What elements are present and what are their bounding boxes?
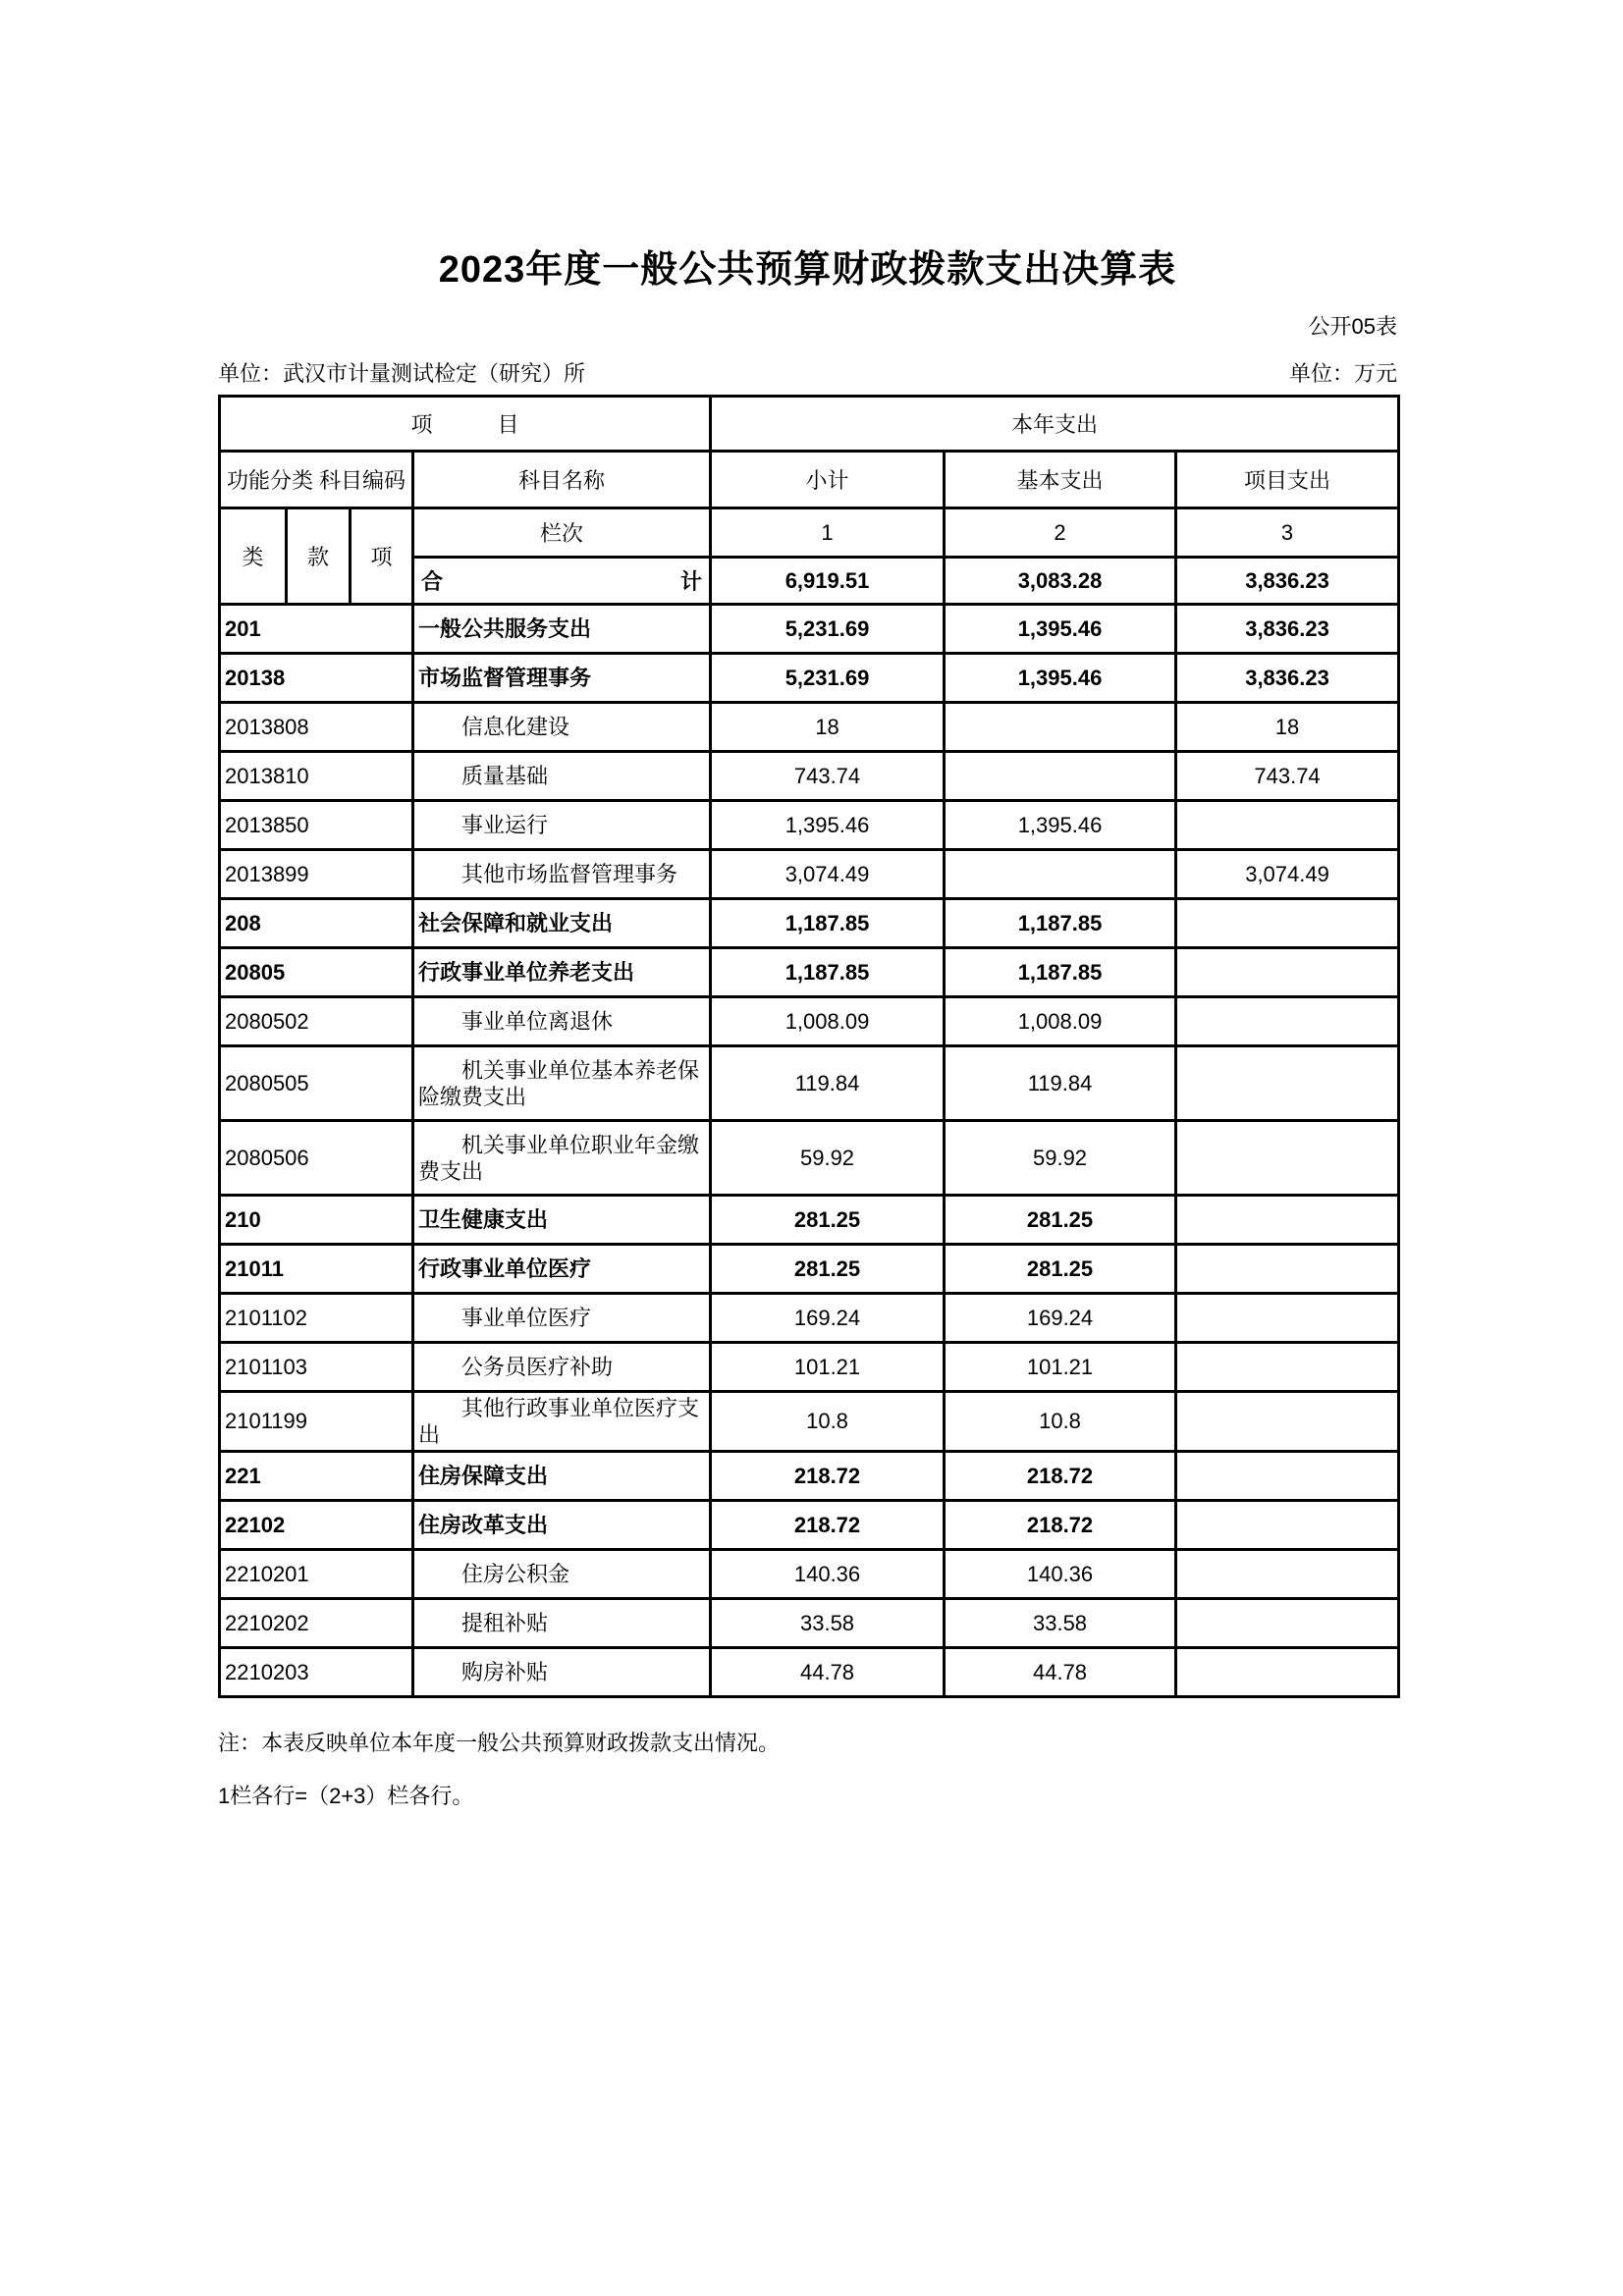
table-row [220, 1392, 1399, 1452]
row-subtotal: 101.21 [711, 1343, 945, 1392]
row-project: 3,836.23 [1176, 605, 1399, 654]
document-page [218, 0, 1397, 1810]
row-basic: 1,395.46 [945, 654, 1176, 703]
total-label-right: 计 [680, 569, 703, 594]
budget-table-body [220, 397, 1399, 1697]
row-name: 提租补贴 [413, 1599, 711, 1648]
row-project [1176, 899, 1399, 948]
table-row [220, 997, 1399, 1046]
row-basic [945, 850, 1176, 899]
row-project [1176, 948, 1399, 997]
row-basic: 101.21 [945, 1343, 1176, 1392]
table-row [220, 654, 1399, 703]
table-row [220, 1196, 1399, 1245]
row-project [1176, 1046, 1399, 1121]
row-project [1176, 801, 1399, 850]
row-basic [945, 752, 1176, 801]
row-project [1176, 997, 1399, 1046]
row-name: 购房补贴 [413, 1648, 711, 1697]
row-code: 2080506 [220, 1121, 413, 1196]
form-tag: 公开05表 [1308, 314, 1397, 339]
row-code: 21011 [220, 1245, 413, 1294]
table-row [220, 1294, 1399, 1343]
row-name: 市场监督管理事务 [413, 654, 711, 703]
row-subtotal: 44.78 [711, 1648, 945, 1697]
row-name: 机关事业单位职业年金缴费支出 [413, 1121, 711, 1196]
row-subtotal: 10.8 [711, 1392, 945, 1452]
row-code: 2101103 [220, 1343, 413, 1392]
table-row [220, 850, 1399, 899]
row-basic: 281.25 [945, 1196, 1176, 1245]
row-project [1176, 1452, 1399, 1501]
footnote-2: 1栏各行=（2+3）栏各行。 [218, 1784, 474, 1808]
row-basic: 140.36 [945, 1550, 1176, 1599]
row-code: 2210203 [220, 1648, 413, 1697]
row-basic: 169.24 [945, 1294, 1176, 1343]
row-subtotal: 3,074.49 [711, 850, 945, 899]
row-code: 2101199 [220, 1392, 413, 1452]
header-row-labels [220, 452, 1399, 508]
col-header-section: 款 [287, 508, 351, 605]
row-name: 行政事业单位医疗 [413, 1245, 711, 1294]
row-code: 208 [220, 899, 413, 948]
row-basic: 59.92 [945, 1121, 1176, 1196]
row-basic: 10.8 [945, 1392, 1176, 1452]
row-code: 20805 [220, 948, 413, 997]
row-basic: 44.78 [945, 1648, 1176, 1697]
row-project [1176, 1550, 1399, 1599]
row-name: 事业单位医疗 [413, 1294, 711, 1343]
row-project [1176, 1501, 1399, 1550]
col-header-item: 项 [351, 508, 413, 605]
table-row [220, 899, 1399, 948]
row-code: 2080505 [220, 1046, 413, 1121]
col-header-basic: 基本支出 [945, 452, 1176, 508]
row-subtotal: 18 [711, 703, 945, 752]
table-row [220, 1452, 1399, 1501]
row-name: 机关事业单位基本养老保险缴费支出 [413, 1046, 711, 1121]
row-project [1176, 1294, 1399, 1343]
table-row [220, 703, 1399, 752]
table-row [220, 1599, 1399, 1648]
row-code: 2101102 [220, 1294, 413, 1343]
row-subtotal: 218.72 [711, 1501, 945, 1550]
row-subtotal: 33.58 [711, 1599, 945, 1648]
table-row [220, 948, 1399, 997]
row-name: 公务员医疗补助 [413, 1343, 711, 1392]
table-row [220, 1550, 1399, 1599]
row-name: 其他市场监督管理事务 [413, 850, 711, 899]
row-name: 一般公共服务支出 [413, 605, 711, 654]
total-subtotal: 6,919.51 [711, 558, 945, 605]
col-header-subject-name: 科目名称 [413, 452, 711, 508]
total-project: 3,836.23 [1176, 558, 1399, 605]
table-row [220, 1501, 1399, 1550]
col-group-year-expense: 本年支出 [711, 397, 1399, 452]
col-header-class: 类 [220, 508, 287, 605]
row-name: 其他行政事业单位医疗支出 [413, 1392, 711, 1452]
row-subtotal: 1,187.85 [711, 948, 945, 997]
row-code: 2210202 [220, 1599, 413, 1648]
row-name: 住房保障支出 [413, 1452, 711, 1501]
table-row [220, 1046, 1399, 1121]
table-row [220, 1648, 1399, 1697]
total-label-cell [413, 558, 711, 605]
col-header-func-code: 功能分类 科目编码 [220, 452, 413, 508]
row-project: 3,074.49 [1176, 850, 1399, 899]
row-subtotal: 140.36 [711, 1550, 945, 1599]
row-name: 事业运行 [413, 801, 711, 850]
row-subtotal: 218.72 [711, 1452, 945, 1501]
row-subtotal: 1,008.09 [711, 997, 945, 1046]
table-row [220, 605, 1399, 654]
table-row [220, 1245, 1399, 1294]
row-project [1176, 1245, 1399, 1294]
row-name: 住房改革支出 [413, 1501, 711, 1550]
table-row [220, 1121, 1399, 1196]
row-basic: 33.58 [945, 1599, 1176, 1648]
row-basic: 1,008.09 [945, 997, 1176, 1046]
row-name: 质量基础 [413, 752, 711, 801]
row-name: 社会保障和就业支出 [413, 899, 711, 948]
row-code: 2013808 [220, 703, 413, 752]
unit-row [218, 361, 1397, 387]
row-basic: 1,395.46 [945, 801, 1176, 850]
row-code: 20138 [220, 654, 413, 703]
col-header-subtotal: 小计 [711, 452, 945, 508]
row-code: 2080502 [220, 997, 413, 1046]
row-code: 2013850 [220, 801, 413, 850]
row-basic: 1,187.85 [945, 948, 1176, 997]
budget-table [218, 395, 1400, 1698]
row-subtotal: 59.92 [711, 1121, 945, 1196]
footnote-1: 注：本表反映单位本年度一般公共预算财政拨款支出情况。 [218, 1731, 781, 1755]
col-index-2: 2 [945, 508, 1176, 558]
row-code: 2013899 [220, 850, 413, 899]
total-basic: 3,083.28 [945, 558, 1176, 605]
row-subtotal: 1,395.46 [711, 801, 945, 850]
row-subtotal: 281.25 [711, 1245, 945, 1294]
row-project: 3,836.23 [1176, 654, 1399, 703]
row-basic: 119.84 [945, 1046, 1176, 1121]
row-project [1176, 1196, 1399, 1245]
row-code: 221 [220, 1452, 413, 1501]
table-row [220, 1343, 1399, 1392]
unit-name: 单位：武汉市计量测试检定（研究）所 [218, 361, 586, 386]
col-group-item: 项 目 [220, 397, 711, 452]
column-row-label: 栏次 [413, 508, 711, 558]
total-label-left: 合 [421, 569, 444, 594]
col-header-project: 项目支出 [1176, 452, 1399, 508]
row-basic: 1,395.46 [945, 605, 1176, 654]
row-subtotal: 281.25 [711, 1196, 945, 1245]
row-code: 22102 [220, 1501, 413, 1550]
page-title: 2023年度一般公共预算财政拨款支出决算表 [438, 249, 1177, 291]
row-basic: 281.25 [945, 1245, 1176, 1294]
row-name: 行政事业单位养老支出 [413, 948, 711, 997]
table-row [220, 801, 1399, 850]
form-tag-row [218, 314, 1397, 340]
row-basic: 1,187.85 [945, 899, 1176, 948]
header-row-index [220, 508, 1399, 558]
row-subtotal: 169.24 [711, 1294, 945, 1343]
row-subtotal: 1,187.85 [711, 899, 945, 948]
row-name: 信息化建设 [413, 703, 711, 752]
row-project [1176, 1121, 1399, 1196]
col-index-1: 1 [711, 508, 945, 558]
row-code: 201 [220, 605, 413, 654]
table-row [220, 752, 1399, 801]
row-project [1176, 1392, 1399, 1452]
row-project: 743.74 [1176, 752, 1399, 801]
row-project: 18 [1176, 703, 1399, 752]
row-basic: 218.72 [945, 1501, 1176, 1550]
row-subtotal: 119.84 [711, 1046, 945, 1121]
row-name: 事业单位离退休 [413, 997, 711, 1046]
row-code: 210 [220, 1196, 413, 1245]
unit-currency: 单位：万元 [1288, 361, 1397, 386]
header-row-groups [220, 397, 1399, 452]
row-name: 住房公积金 [413, 1550, 711, 1599]
row-basic: 218.72 [945, 1452, 1176, 1501]
row-code: 2013810 [220, 752, 413, 801]
row-code: 2210201 [220, 1550, 413, 1599]
row-basic [945, 703, 1176, 752]
total-label [418, 565, 705, 596]
row-project [1176, 1599, 1399, 1648]
row-subtotal: 5,231.69 [711, 605, 945, 654]
row-subtotal: 743.74 [711, 752, 945, 801]
col-index-3: 3 [1176, 508, 1399, 558]
row-name: 卫生健康支出 [413, 1196, 711, 1245]
row-project [1176, 1648, 1399, 1697]
row-project [1176, 1343, 1399, 1392]
footnotes [218, 1730, 1397, 1810]
row-subtotal: 5,231.69 [711, 654, 945, 703]
